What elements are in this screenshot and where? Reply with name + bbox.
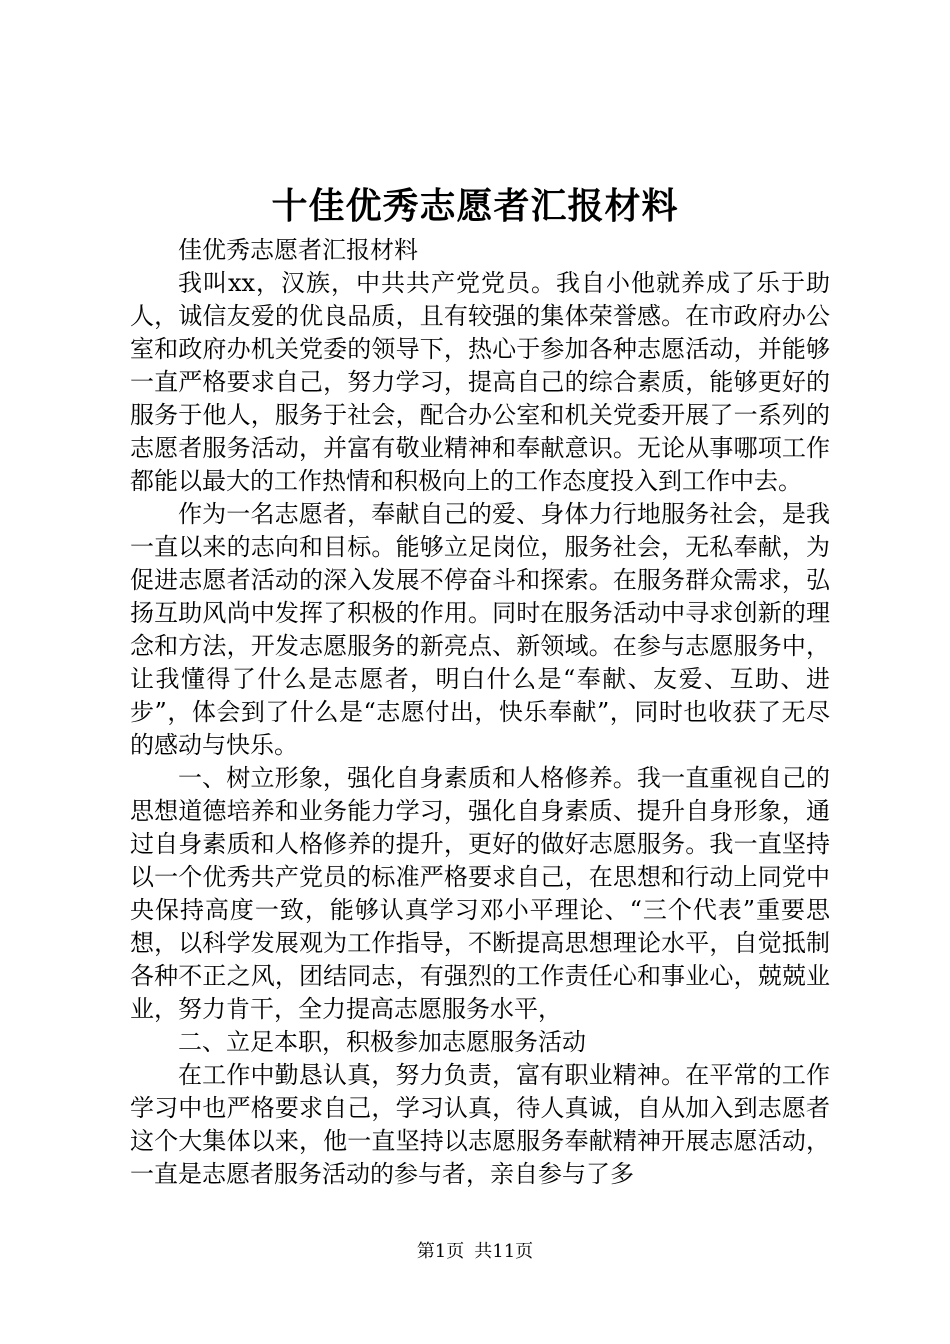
page-footer	[0, 1240, 950, 1264]
document-title: 十佳优秀志愿者汇报材料	[271, 185, 679, 227]
paragraph: 一、树立形象，强化自身素质和人格修养。我一直重视自己的思想道德培养和业务能力学习，强化自身素质、提升自身形象，通过自身素质和人格修养的提升，更好的做好志愿服务。我一直坚持以一个优秀共产党员的标准严格要求自己，在思想和行动上同党中央保持高度一致，能够认真学习邓小平理论、“三个代表”重要思想，以科学发展观为工作指导，不断提高思想理论水平，自觉抵制各种不正之风，团结同志，有强烈的工作责任心和事业心，兢兢业业，努力肯干，全力提高志愿服务水平，	[130, 764, 830, 1023]
page-total: 共11页	[474, 1241, 534, 1262]
paragraph-subtitle: 佳优秀志愿者汇报材料	[178, 236, 418, 264]
section-heading: 二、立足本职，积极参加志愿服务活动	[178, 1028, 586, 1056]
paragraph: 在工作中勤恳认真，努力负责，富有职业精神。在平常的工作学习中也严格要求自己，学习认真，待人真诚，自从加入到志愿者这个大集体以来，他一直坚持以志愿服务奉献精神开展志愿活动，一直是志愿者服务活动的参与者，亲自参与了多	[130, 1061, 830, 1188]
paragraph: 作为一名志愿者，奉献自己的爱、身体力行地服务社会，是我一直以来的志向和目标。能够立足岗位，服务社会，无私奉献，为促进志愿者活动的深入发展不停奋斗和探索。在服务群众需求，弘扬互助风尚中发挥了积极的作用。同时在服务活动中寻求创新的理念和方法，开发志愿服务的新亮点、新领域。在参与志愿服务中，让我懂得了什么是志愿者，明白什么是“奉献、友爱、互助、进步”，体会到了什么是“志愿付出，快乐奉献”，同时也收获了无尽的感动与快乐。	[130, 500, 830, 759]
document-body	[130, 234, 830, 1191]
page-number: 第1页	[416, 1241, 465, 1262]
paragraph: 我叫xx，汉族，中共共产党党员。我自小他就养成了乐于助人，诚信友爱的优良品质，且有较强的集体荣誉感。在市政府办公室和政府办机关党委的领导下，热心于参加各种志愿活动，并能够一直严格要求自己，努力学习，提高自己的综合素质，能够更好的服务于他人，服务于社会，配合办公室和机关党委开展了一系列的志愿者服务活动，并富有敬业精神和奉献意识。无论从事哪项工作都能以最大的工作热情和积极向上的工作态度投入到工作中去。	[130, 269, 830, 495]
